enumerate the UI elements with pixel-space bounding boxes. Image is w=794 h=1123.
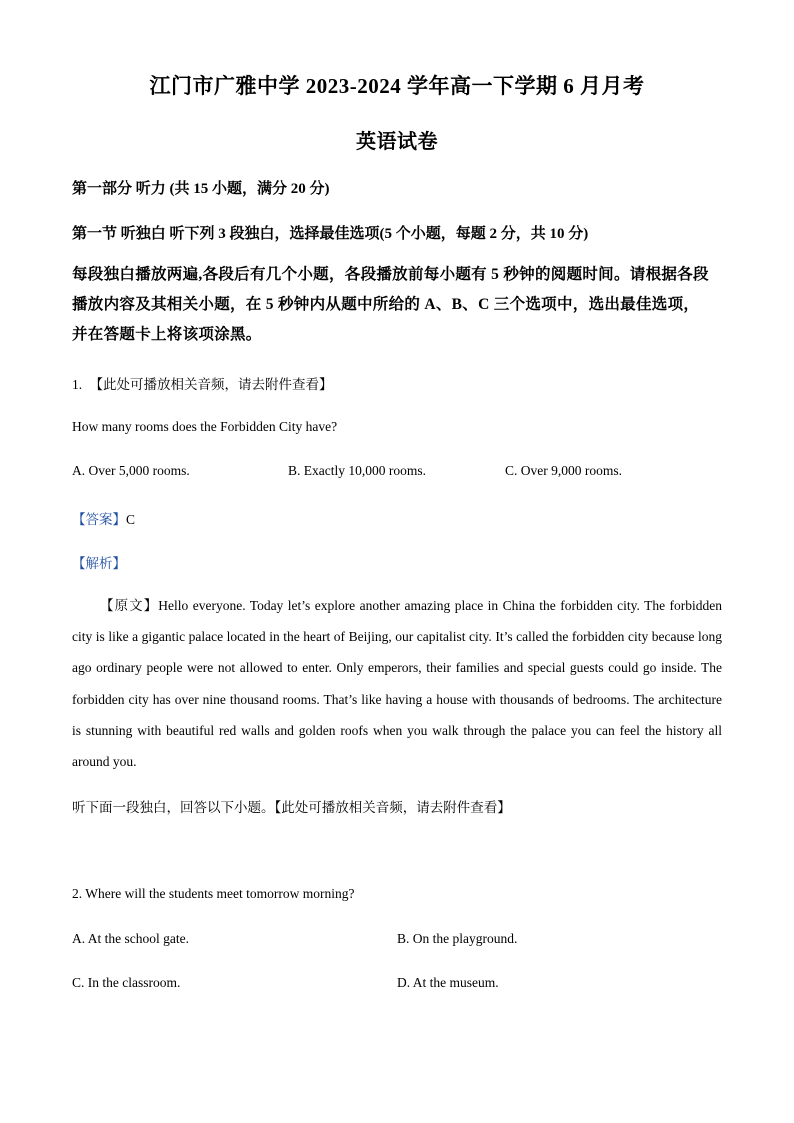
- q1-transcript: [72, 590, 722, 777]
- q1-option-c: C. Over 9,000 rooms.: [505, 463, 622, 478]
- q2-option-a: A. At the school gate.: [72, 931, 189, 946]
- q1-number: 1.: [72, 377, 83, 392]
- answer-label: 【答案】: [72, 512, 126, 527]
- q2-option-b: B. On the playground.: [397, 931, 518, 946]
- audio-note-link[interactable]: 【此处可播放相关音频，请去附件查看】: [274, 800, 511, 815]
- next-monologue-intro: [72, 796, 511, 816]
- part-heading: 第一部分 听力 (共 15 小题，满分 20 分): [72, 181, 330, 197]
- exam-subtitle: 英语试卷: [356, 131, 438, 153]
- q2-option-d: D. At the museum.: [397, 975, 499, 990]
- q1-question: How many rooms does the Forbidden City have?: [72, 419, 338, 434]
- q2-option-c: C. In the classroom.: [72, 975, 181, 990]
- monologue-intro-text: 听下面一段独白，回答以下小题。: [72, 800, 275, 815]
- instructions: [72, 260, 732, 350]
- q1-option-a: A. Over 5,000 rooms.: [72, 463, 190, 478]
- q1-header: [72, 373, 333, 393]
- instruction-line: 并在答题卡上将该项涂黑。: [72, 326, 262, 343]
- q1-option-b: B. Exactly 10,000 rooms.: [288, 463, 426, 478]
- transcript-text: Hello everyone. Today let’s explore another amazing place in China the forbidden city. The forbidden city is like a gigantic palace located in the heart of Beijing, our capitalist city. It’s called the forbidden city because long ago ordinary people were not allowed to enter. Only emperors, their families and special guests could go inside. The forbidden city has over nine thousand rooms. That’s like having a house with thousands of bedrooms. The architecture is stunning with beautiful red walls and golden roofs when you walk through the palace you can feel the history all around you.: [72, 598, 723, 770]
- q1-answer: [72, 508, 135, 528]
- audio-note-link[interactable]: 【此处可播放相关音频，请去附件查看】: [89, 377, 333, 392]
- instruction-line: 每段独白播放两遍,各段后有几个小题，各段播放前每小题有 5 秒钟的阅题时间。请根据各段: [72, 266, 709, 283]
- instruction-line: 播放内容及其相关小题，在 5 秒钟内从题中所给的 A、B、C 三个选项中，选出最佳选项，: [72, 296, 700, 313]
- q2-question: 2. Where will the students meet tomorrow morning?: [72, 886, 355, 901]
- section-heading: 第一节 听独白 听下列 3 段独白，选择最佳选项(5 个小题，每题 2 分，共 10 分): [72, 226, 589, 242]
- q1-analysis-label: [72, 552, 126, 572]
- answer-value: C: [126, 512, 136, 527]
- transcript-label: 【原文】: [100, 598, 159, 613]
- analysis-label: 【解析】: [72, 556, 126, 571]
- exam-title: 江门市广雅中学 2023-2024 学年高一下学期 6 月月考: [149, 74, 645, 98]
